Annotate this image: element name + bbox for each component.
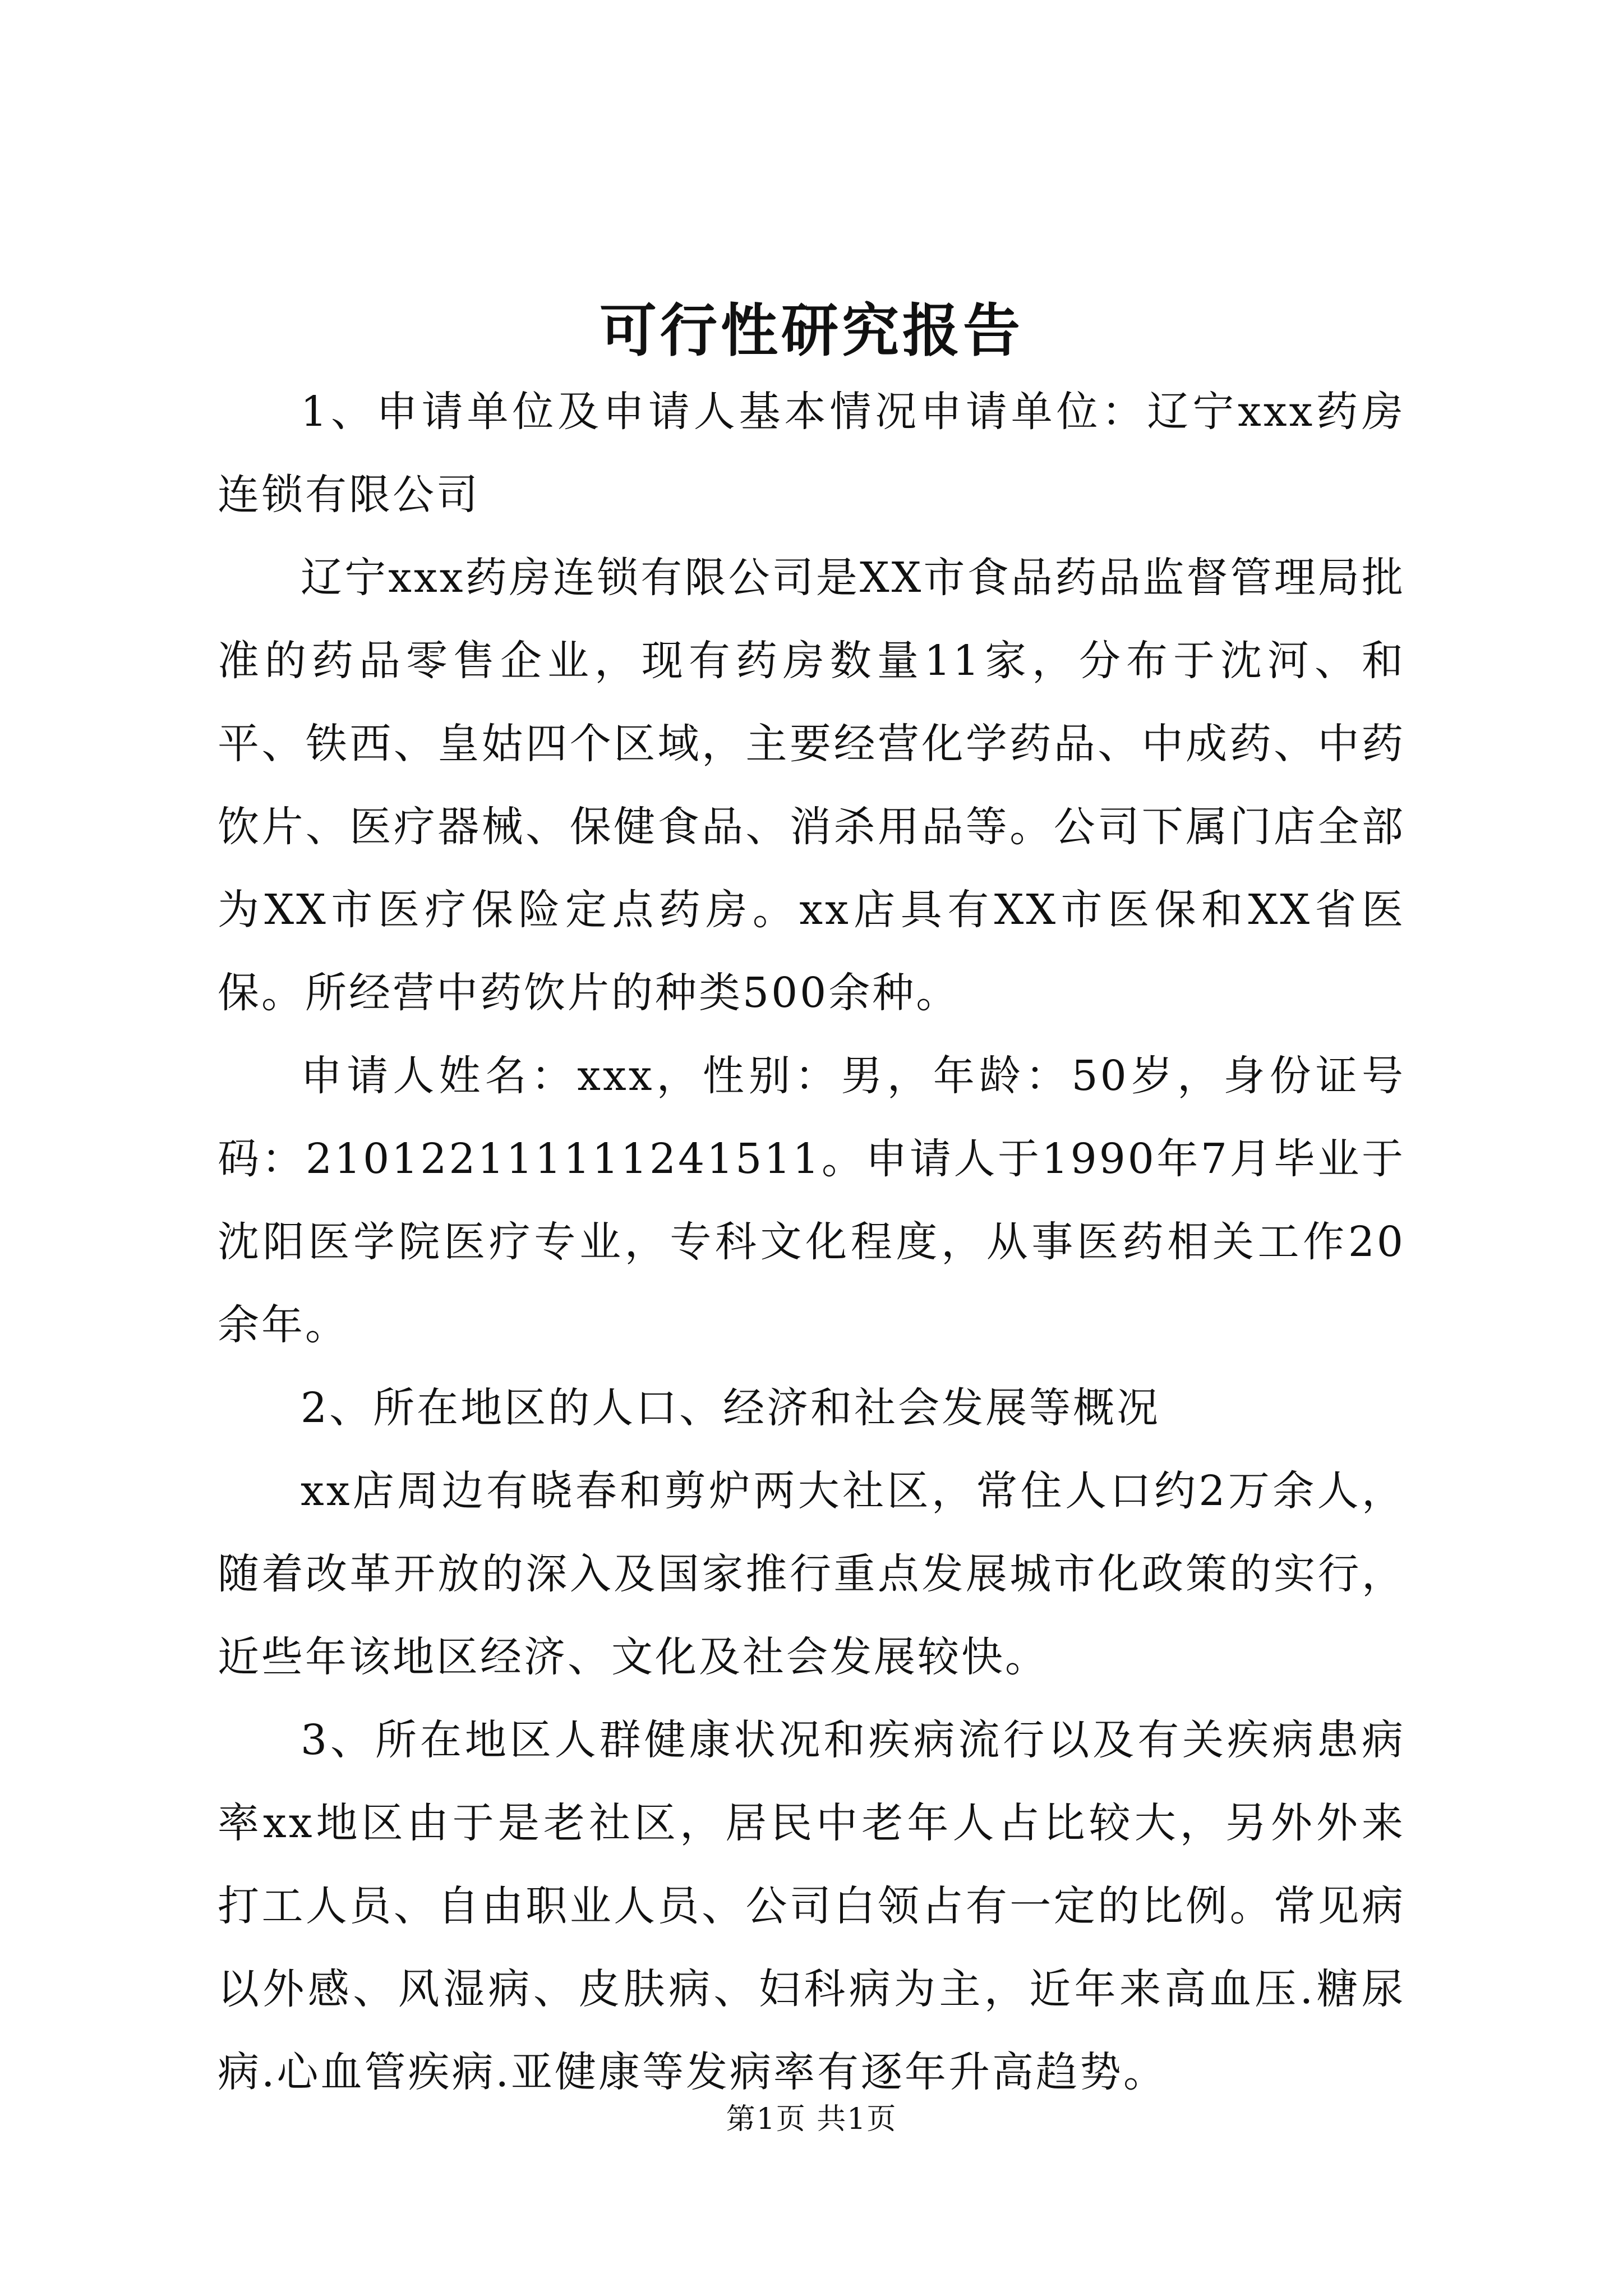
paragraph-applicant-info: 申请人姓名：xxx，性别：男，年龄：50岁，身份证号码：210122111111241511。申请人于1990年7月毕业于沈阳医学院医疗专业，专科文化程度，从事医药相关工作20余年。 (218, 1052, 1405, 1349)
paragraph-health-status: 3、所在地区人群健康状况和疾病流行以及有关疾病患病率xx地区由于是老社区，居民中老年人占比较大，另外外来打工人员、自由职业人员、公司白领占有一定的比例。常见病以外感、风湿病、皮肤病、妇科病为主，近年来高血压.糖尿病.心血管疾病.亚健康等发病率有逐年升高趋势。 (218, 1716, 1405, 2096)
document-body (218, 370, 1405, 2114)
paragraph-applicant-unit: 1、申请单位及申请人基本情况申请单位：辽宁xxx药房连锁有限公司 (218, 388, 1405, 519)
paragraph-company-profile: 辽宁xxx药房连锁有限公司是XX市食品药品监督管理局批准的药品零售企业，现有药房数量11家，分布于沈河、和平、铁西、皇姑四个区域，主要经营化学药品、中成药、中药饮片、医疗器械、保健食品、消杀用品等。公司下属门店全部为XX市医疗保险定点药房。xx店具有XX市医保和XX省医保。所经营中药饮片的种类500余种。 (218, 554, 1405, 1017)
paragraph-section-2-heading: 2、所在地区的人口、经济和社会发展等概况 (301, 1384, 1161, 1432)
page-number-footer: 第1页 共1页 (726, 2102, 897, 2136)
document-title: 可行性研究报告 (600, 297, 1023, 365)
paragraph-region-overview: xx店周边有晓春和剪炉两大社区，常住人口约2万余人，随着改革开放的深入及国家推行重点发展城市化政策的实行，近些年该地区经济、文化及社会发展较快。 (218, 1467, 1405, 1681)
